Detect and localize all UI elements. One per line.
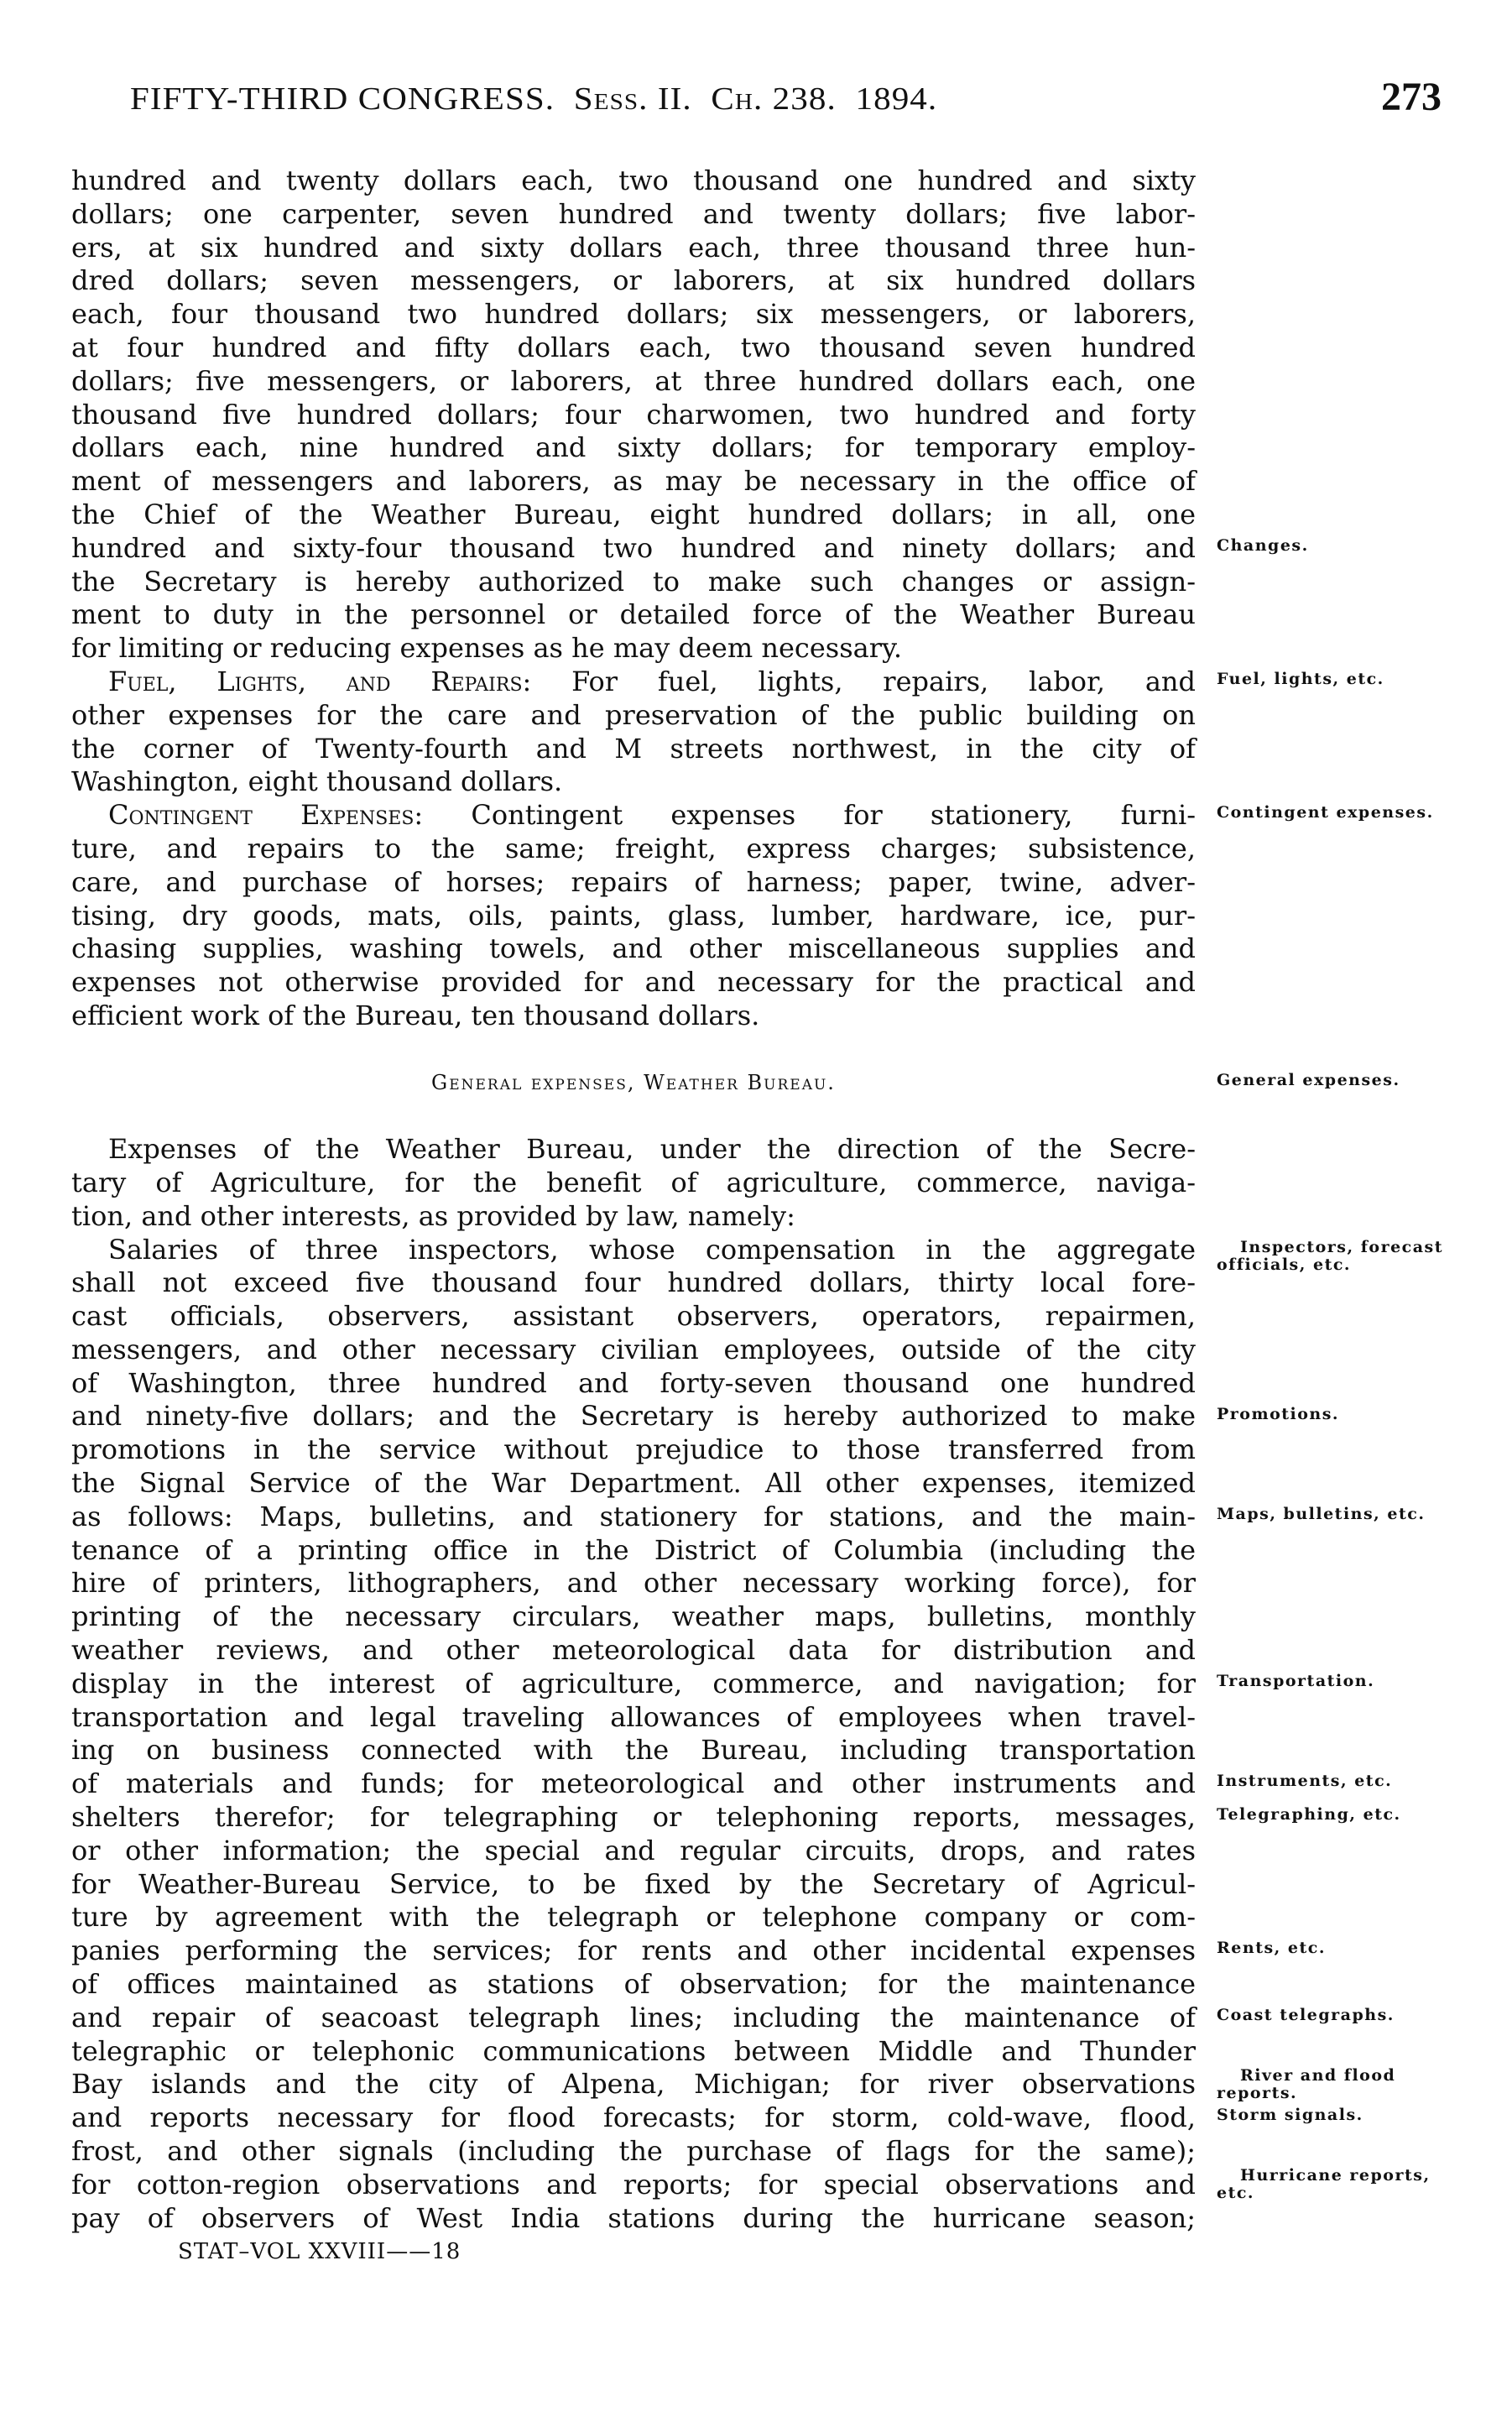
text-line [71, 2135, 1196, 2169]
text-line [71, 465, 1196, 499]
text-line [71, 532, 1196, 566]
text-line [71, 765, 1196, 799]
line-text: of offices maintained as stations of observation; for the maintenance [71, 1968, 1196, 2001]
line-text: or other information; the special and regular circuits, drops, and rates [71, 1834, 1196, 1866]
section-heading: General expenses, Weather Bureau. [431, 1070, 836, 1094]
line-text: panies performing the services; for rents and other incidental expenses [71, 1934, 1196, 1967]
text-line [71, 1934, 1196, 1968]
line-text: other expenses for the care and preservation of the public building on [71, 698, 1196, 731]
text-line [71, 598, 1196, 632]
text-line [71, 365, 1196, 399]
text-line [71, 1767, 1196, 1801]
line-text: dollars; one carpenter, seven hundred and twenty dollars; five labor- [71, 197, 1196, 230]
margin-note: Instruments, etc. [1217, 1772, 1393, 1791]
margin-note: Rents, etc. [1217, 1939, 1326, 1958]
text-line [71, 866, 1196, 900]
text-line [71, 164, 1196, 198]
text-line [71, 1734, 1196, 1767]
line-text: dred dollars; seven messengers, or laborers, at six hundred dollars [71, 264, 1196, 297]
line-text: tion, and other interests, as provided by law, namely: [71, 1199, 795, 1232]
text-line [71, 1234, 1196, 1267]
line-text: Expenses of the Weather Bureau, under the direction of the Secre- [108, 1133, 1196, 1166]
line-text: and ninety-five dollars; and the Secretary is hereby authorized to make [71, 1400, 1196, 1433]
text-line [71, 1567, 1196, 1600]
text-line [71, 1367, 1196, 1401]
line-text: the Secretary is hereby authorized to make such changes or assign- [71, 565, 1196, 598]
line-text: hundred and twenty dollars each, two thousand one hundred and sixty [71, 164, 1196, 196]
line-text: frost, and other signals (including the purchase of flags for the same); [71, 2135, 1196, 2168]
margin-note: Maps, bulletins, etc. [1217, 1505, 1426, 1523]
line-text: shelters therefor; for telegraphing or telephoning reports, messages, [71, 1801, 1196, 1834]
text-line [71, 399, 1196, 432]
text-line [71, 900, 1196, 933]
text-line [71, 833, 1196, 866]
text-line [71, 198, 1196, 232]
text-line [71, 1835, 1196, 1868]
line-text: printing of the necessary circulars, weather maps, bulletins, monthly [71, 1600, 1196, 1633]
line-text: hire of printers, lithographers, and other necessary working force), for [71, 1567, 1196, 1600]
line-text: telegraphic or telephonic communications between Middle and Thunder [71, 2034, 1196, 2067]
line-text: Salaries of three inspectors, whose compensation in the aggregate [108, 1233, 1196, 1266]
line-text: tenance of a printing office in the District of Columbia (including the [71, 1533, 1196, 1566]
text-line [71, 1801, 1196, 1835]
text-line [71, 232, 1196, 265]
text-line [71, 1167, 1196, 1200]
text-line [71, 1868, 1196, 1902]
text-line [71, 632, 1196, 666]
text-line [71, 2202, 1196, 2236]
text-line [71, 1200, 1196, 1234]
text-line [71, 298, 1196, 331]
line-text: ers, at six hundred and sixty dollars each, three thousand three hun- [71, 231, 1196, 264]
line-text: for Weather-Bureau Service, to be fixed by the Secretary of Agricul- [71, 1867, 1196, 1900]
text-line [71, 2068, 1196, 2101]
line-text: and reports necessary for flood forecasts; for storm, cold-wave, flood, [71, 2101, 1196, 2134]
text-line [71, 1266, 1196, 1300]
margin-note: Hurricane reports, etc. [1217, 2166, 1431, 2203]
margin-note: Telegraphing, etc. [1217, 1805, 1401, 1824]
text-line [71, 1701, 1196, 1735]
line-text: for limiting or reducing expenses as he may deem necessary. [71, 632, 902, 665]
margin-note: Transportation. [1217, 1672, 1375, 1690]
text-line [71, 1634, 1196, 1668]
paragraph-lead: Contingent Expenses: [108, 799, 424, 832]
line-text: the Chief of the Weather Bureau, eight hundred dollars; in all, one [71, 498, 1196, 530]
text-line [71, 666, 1196, 699]
text-line [71, 431, 1196, 465]
line-text: care, and purchase of horses; repairs of harness; paper, twine, adver- [71, 865, 1196, 898]
signature-mark: STAT–VOL XXVIII——18 [178, 2239, 461, 2264]
text-line [71, 331, 1196, 365]
line-text: weather reviews, and other meteorological data for distribution and [71, 1634, 1196, 1667]
text-line [71, 966, 1196, 1000]
line-text: For fuel, lights, repairs, labor, and [531, 665, 1196, 697]
line-text: of materials and funds; for meteorological and other instruments and [71, 1767, 1196, 1800]
text-line [71, 1467, 1196, 1501]
text-line [71, 1968, 1196, 2002]
line-text: display in the interest of agriculture, commerce, and navigation; for [71, 1667, 1196, 1699]
text-line [71, 1400, 1196, 1433]
margin-note: River and flood reports. [1217, 2065, 1396, 2102]
line-text: the Signal Service of the War Department. All other expenses, itemized [71, 1467, 1196, 1500]
text-line [71, 1300, 1196, 1334]
line-text: cast officials, observers, assistant observers, operators, repairmen, [71, 1300, 1196, 1333]
text-line [71, 264, 1196, 298]
text-line [71, 1000, 1196, 1033]
header-chapter: Ch. 238. [711, 81, 837, 117]
margin-note: Storm signals. [1217, 2106, 1363, 2125]
line-text: ture, and repairs to the same; freight, express charges; subsistence, [71, 832, 1196, 864]
text-line [71, 2035, 1196, 2069]
paragraph-lead: Fuel, Lights, and Repairs: [108, 665, 532, 697]
running-header [130, 81, 937, 117]
line-text: chasing supplies, washing towels, and other miscellaneous supplies and [71, 932, 1196, 965]
text-line [71, 1534, 1196, 1568]
line-text: of Washington, three hundred and forty-seven thousand one hundred [71, 1366, 1196, 1399]
line-text: transportation and legal traveling allowances of employees when travel- [71, 1700, 1196, 1733]
line-text: Contingent expenses for stationery, furni- [423, 799, 1197, 832]
line-text: expenses not otherwise provided for and necessary for the practical and [71, 966, 1196, 999]
text-line [71, 2002, 1196, 2035]
line-text: ing on business connected with the Bureau, including transportation [71, 1734, 1196, 1767]
margin-note: Changes. [1217, 535, 1309, 555]
header-title: FIFTY-THIRD CONGRESS. [130, 81, 555, 117]
text-line [71, 2169, 1196, 2202]
page-number: 273 [1381, 75, 1442, 119]
statute-text [71, 164, 1196, 2235]
line-text: dollars; five messengers, or laborers, at three hundred dollars each, one [71, 364, 1196, 397]
margin-note: General expenses. [1217, 1070, 1400, 1089]
text-line [71, 733, 1196, 766]
line-text: pay of observers of West India stations during the hurricane season; [71, 2201, 1196, 2234]
line-text: hundred and sixty-four thousand two hundred and ninety dollars; and [71, 531, 1196, 564]
line-text: shall not exceed five thousand four hundred dollars, thirty local fore- [71, 1266, 1196, 1299]
margin-note: Promotions. [1217, 1404, 1340, 1423]
text-line [71, 1600, 1196, 1634]
text-line [71, 2101, 1196, 2135]
line-text: messengers, and other necessary civilian employees, outside of the city [71, 1333, 1196, 1365]
line-text: ment to duty in the personnel or detailed force of the Weather Bureau [71, 598, 1196, 631]
text-line [71, 1668, 1196, 1701]
line-text: and repair of seacoast telegraph lines; including the maintenance of [71, 2001, 1196, 2033]
margin-note: Fuel, lights, etc. [1217, 670, 1384, 688]
line-text: Bay islands and the city of Alpena, Michigan; for river observations [71, 2068, 1196, 2101]
line-text: ment of messengers and laborers, as may be necessary in the office of [71, 465, 1196, 498]
line-text: dollars each, nine hundred and sixty dollars; for temporary employ- [71, 431, 1196, 464]
margin-note: Contingent expenses. [1217, 803, 1434, 822]
text-line [71, 799, 1196, 833]
text-line [71, 1334, 1196, 1367]
line-text: each, four thousand two hundred dollars; six messengers, or laborers, [71, 298, 1196, 331]
line-text: as follows: Maps, bulletins, and stationery for stations, and the main- [71, 1500, 1196, 1532]
line-text: ture by agreement with the telegraph or telephone company or com- [71, 1901, 1196, 1934]
text-line [71, 566, 1196, 599]
margin-note: Inspectors, forecast officials, etc. [1217, 1237, 1444, 1274]
text-line [71, 1133, 1196, 1167]
line-text: for cotton-region observations and reports; for special observations and [71, 2168, 1196, 2200]
header-session: Sess. II. [573, 81, 692, 117]
text-line [71, 699, 1196, 733]
text-line [71, 1501, 1196, 1534]
header-year: 1894. [855, 81, 938, 117]
line-text: promotions in the service without prejudice to those transferred from [71, 1433, 1196, 1466]
text-line [71, 932, 1196, 966]
line-text: the corner of Twenty-fourth and M streets northwest, in the city of [71, 732, 1196, 765]
text-line [71, 1901, 1196, 1934]
margin-note: Coast telegraphs. [1217, 2006, 1395, 2024]
line-text: Washington, eight thousand dollars. [71, 765, 563, 798]
line-text: efficient work of the Bureau, ten thousand dollars. [71, 999, 760, 1031]
line-text: tary of Agriculture, for the benefit of agriculture, commerce, naviga- [71, 1166, 1196, 1198]
line-text: thousand five hundred dollars; four charwomen, two hundred and forty [71, 398, 1196, 431]
line-text: tising, dry goods, mats, oils, paints, glass, lumber, hardware, ice, pur- [71, 899, 1196, 932]
line-text: at four hundred and fifty dollars each, two thousand seven hundred [71, 331, 1196, 363]
text-line [71, 499, 1196, 532]
text-line [71, 1433, 1196, 1467]
